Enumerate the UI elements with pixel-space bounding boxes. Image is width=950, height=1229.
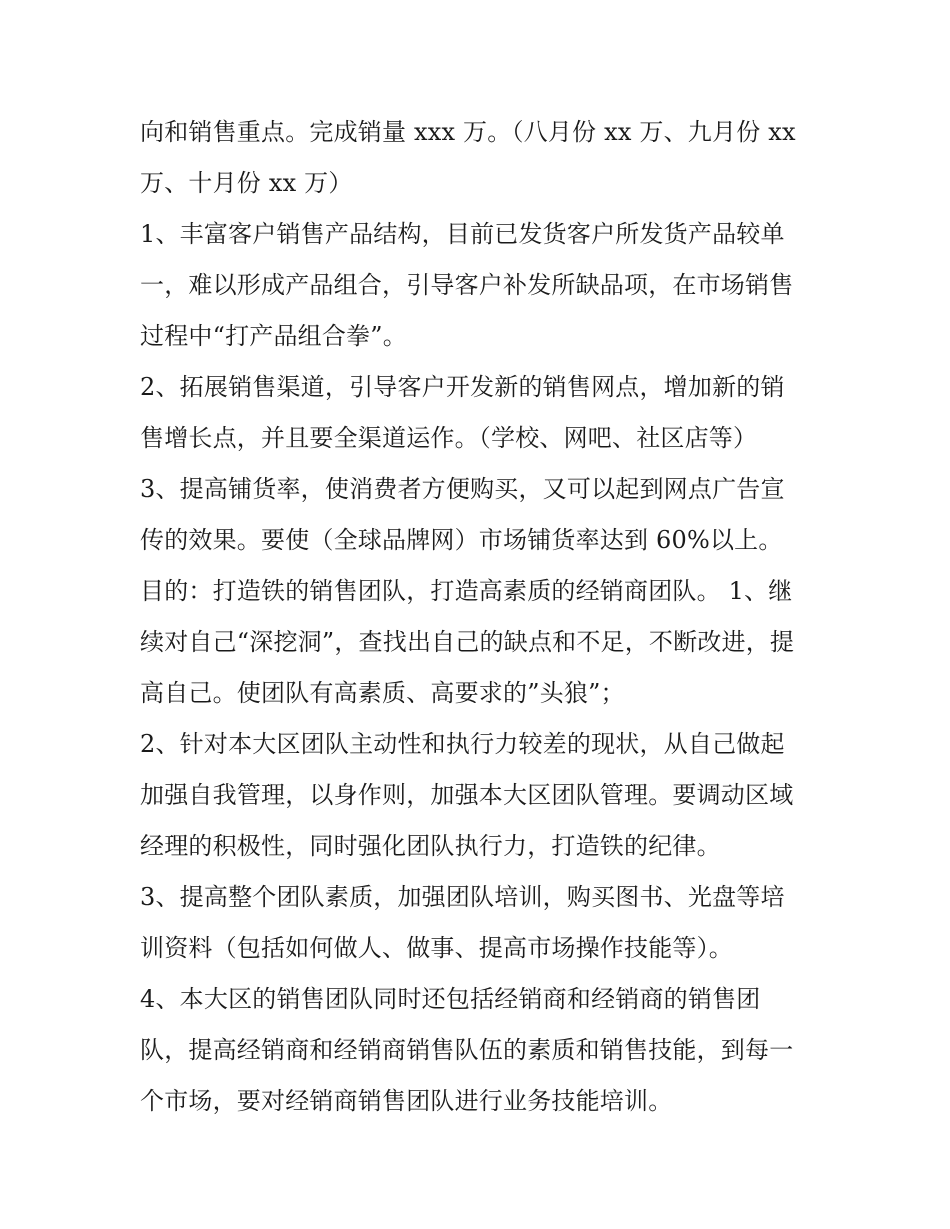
text-line: 1、丰富客户销售产品结构，目前已发货客户所发货产品较单 bbox=[140, 220, 785, 248]
document-body bbox=[140, 107, 820, 1127]
text-line: 2、拓展销售渠道，引导客户开发新的销售网点，增加新的销 bbox=[140, 373, 785, 401]
text-line: 目的：打造铁的销售团队，打造高素质的经销商团队。 1、继 bbox=[140, 577, 793, 605]
text-line: 队，提高经销商和经销商销售队伍的素质和销售技能，到每一 bbox=[140, 1036, 794, 1064]
text-line: 过程中“打产品组合拳”。 bbox=[140, 322, 407, 350]
text-line: 售增长点，并且要全渠道运作。（学校、网吧、社区店等） bbox=[140, 424, 758, 452]
text-line: 2、针对本大区团队主动性和执行力较差的现状，从自己做起 bbox=[140, 730, 785, 758]
text-line: 训资料（包括如何做人、做事、提高市场操作技能等）。 bbox=[140, 934, 733, 962]
text-line: 3、提高铺货率，使消费者方便购买，又可以起到网点广告宣 bbox=[140, 475, 785, 503]
text-line: 续对自己“深挖洞”，查找出自己的缺点和不足，不断改进，提 bbox=[140, 628, 795, 656]
text-line: 万、十月份 xx 万） bbox=[140, 169, 353, 197]
text-line: 传的效果。要使（全球品牌网）市场铺货率达到 60%以上。 bbox=[140, 526, 783, 554]
text-line: 向和销售重点。完成销量 xxx 万。（八月份 xx 万、九月份 xx bbox=[140, 118, 796, 146]
text-line: 一，难以形成产品组合，引导客户补发所缺品项，在市场销售 bbox=[140, 271, 794, 299]
text-line: 高自己。使团队有高素质、高要求的”头狼”； bbox=[140, 679, 625, 707]
text-line: 4、本大区的销售团队同时还包括经销商和经销商的销售团 bbox=[140, 985, 761, 1013]
text-line: 经理的积极性，同时强化团队执行力，打造铁的纪律。 bbox=[140, 832, 721, 860]
text-line: 3、提高整个团队素质，加强团队培训，购买图书、光盘等培 bbox=[140, 883, 785, 911]
text-line: 加强自我管理，以身作则，加强本大区团队管理。要调动区域 bbox=[140, 781, 794, 809]
text-line: 个市场，要对经销商销售团队进行业务技能培训。 bbox=[140, 1087, 673, 1115]
